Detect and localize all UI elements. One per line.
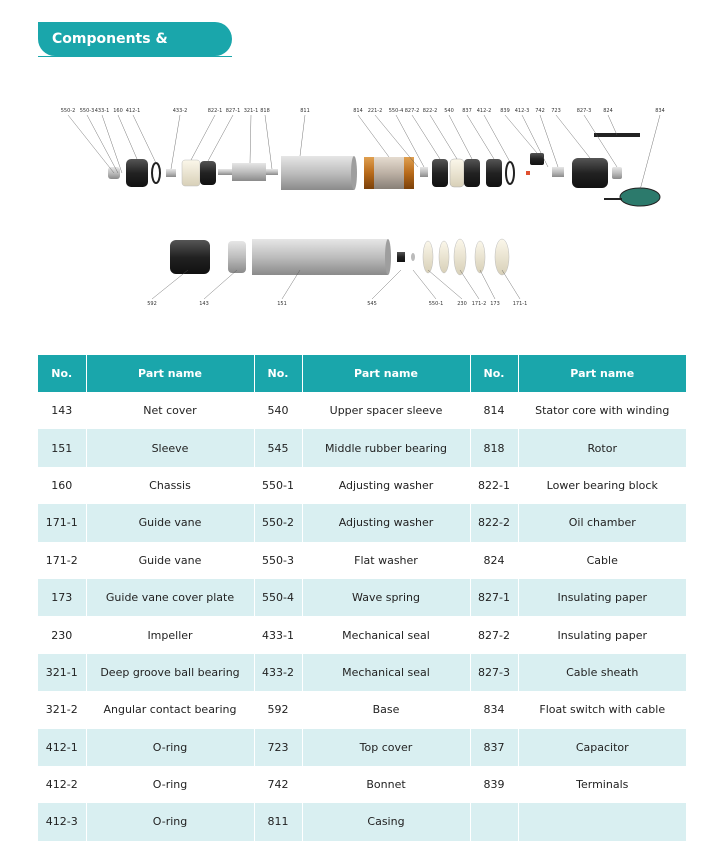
leader-line [152, 270, 188, 299]
part-label: 550-4 [388, 108, 404, 114]
part-label: 822-2 [422, 108, 438, 114]
part-name-cell: Float switch with cable [539, 703, 666, 717]
title-underline [38, 56, 232, 57]
part-name-cell: Mechanical seal [302, 654, 470, 691]
leader-line [430, 115, 457, 159]
leader-line [204, 270, 237, 299]
leader-line [556, 115, 590, 158]
leader-line [208, 115, 233, 161]
part-814-core [374, 157, 404, 189]
part-number-cell: 822-1 [470, 467, 518, 504]
column-header: Part name [86, 355, 254, 392]
leader-line [171, 115, 180, 169]
part-name-cell: Guide vane cover plate [86, 579, 254, 616]
part-name-cell: Base [302, 691, 470, 728]
part-number-cell: 143 [38, 392, 86, 429]
part-171-1 [495, 239, 509, 275]
part-592 [170, 240, 210, 274]
part-number-cell: 592 [254, 691, 302, 728]
part-name-cell: Adjusting washer [302, 467, 470, 504]
leader-line [505, 115, 537, 153]
part-723 [572, 158, 608, 188]
part-540 [464, 159, 480, 187]
part-name-cell: Impeller [86, 616, 254, 653]
part-name-cell: Bonnet [302, 766, 470, 803]
table-row [38, 766, 686, 803]
part-number-cell: 173 [38, 579, 86, 616]
part-label: 321-1 [243, 108, 259, 114]
bottom-part-labels [147, 301, 527, 307]
leader-line [640, 115, 660, 190]
leader-line [608, 115, 617, 135]
part-label: 827-3 [576, 108, 592, 114]
part-label: 742 [535, 108, 545, 114]
part-label: 171-1 [512, 301, 528, 307]
leader-line [250, 115, 251, 163]
part-name-cell: Insulating paper [518, 579, 686, 616]
bottom-row-parts [170, 239, 509, 275]
part-number-cell: 321-1 [38, 654, 86, 691]
column-header: No. [254, 355, 302, 392]
part-name-cell: Top cover [302, 729, 470, 766]
part-name-cell: Casing [302, 803, 470, 840]
part-name-cell: Chassis [86, 467, 254, 504]
part-name-cell: Rotor [518, 429, 686, 466]
part-name-cell: Cable sheath [518, 654, 686, 691]
part-label: 412-3 [514, 108, 530, 114]
part-name-cell: Angular contact bearing [86, 691, 254, 728]
part-name-cell: Wave spring [302, 579, 470, 616]
leader-line [265, 115, 272, 169]
part-label: 230 [457, 301, 467, 307]
part-label: 412-1 [125, 108, 141, 114]
part-label: 550-2 [60, 108, 76, 114]
part-name-cell: Stator core with winding [535, 404, 670, 418]
table-row [38, 729, 686, 766]
leader-line [68, 115, 114, 173]
part-433-2 [166, 169, 176, 177]
part-label: 433-1 [94, 108, 110, 114]
part-230-b [439, 241, 449, 273]
part-827-1 [200, 161, 216, 185]
part-number-cell: 822-2 [470, 504, 518, 541]
table-row [38, 691, 686, 728]
table-row [38, 542, 686, 579]
part-number-cell: 230 [38, 616, 86, 653]
part-name-cell: Terminals [576, 778, 629, 792]
part-label: 412-2 [476, 108, 492, 114]
part-822-1 [182, 160, 200, 186]
part-545 [397, 252, 405, 262]
part-label: 818 [260, 108, 270, 114]
part-label: 160 [113, 108, 123, 114]
leader-line [467, 115, 494, 159]
part-834 [620, 188, 660, 206]
part-number-cell: 433-2 [254, 654, 302, 691]
part-name-cell: Adjusting washer [302, 504, 470, 541]
part-name-cell: O-ring [86, 766, 254, 803]
part-550-4 [420, 167, 428, 177]
part-name-cell: O-ring [86, 803, 254, 840]
table-row [38, 429, 686, 466]
part-number-cell: 839 [470, 766, 518, 803]
part-name-cell: Capacitor [518, 729, 686, 766]
part-name-cell: Lower bearing block [546, 478, 658, 492]
part-name-cell: Insulating paper [557, 628, 648, 642]
table-row [38, 392, 686, 429]
column-header: Part name [518, 355, 686, 392]
leader-line [300, 115, 305, 156]
table-row [38, 654, 686, 691]
leader-line [118, 115, 137, 159]
part-number-cell: 550-3 [254, 542, 302, 579]
part-151 [252, 239, 388, 275]
column-header: No. [38, 355, 86, 392]
part-name-cell: Oil chamber [518, 504, 686, 541]
top-part-labels [61, 108, 665, 114]
table-row [38, 803, 686, 840]
part-number-cell: 837 [470, 729, 518, 766]
part-name-cell: Net cover [86, 392, 254, 429]
leader-line [480, 270, 495, 299]
leader-line [358, 115, 389, 157]
part-412-1 [152, 163, 160, 183]
part-label: 824 [603, 108, 613, 114]
table-row [38, 504, 686, 541]
part-name-cell: Sleeve [86, 429, 254, 466]
part-number-cell: 827-1 [470, 579, 518, 616]
table-row [38, 579, 686, 616]
part-label: 827-1 [225, 108, 241, 114]
part-number-cell: 827-2 [470, 616, 518, 653]
top-row-parts [108, 133, 660, 206]
part-number-cell: 171-1 [38, 504, 86, 541]
part-number-cell: 811 [254, 803, 302, 840]
part-827-3 [612, 167, 622, 179]
part-811-end [351, 156, 357, 190]
part-number-cell: 742 [254, 766, 302, 803]
leader-line [133, 115, 156, 163]
part-label: 173 [490, 301, 500, 307]
part-number-cell: 540 [254, 392, 302, 429]
part-number-cell: 814 [470, 392, 518, 429]
part-number-cell: 723 [254, 729, 302, 766]
part-412-2 [506, 162, 514, 184]
leader-line [449, 115, 472, 159]
part-number-cell: 160 [38, 467, 86, 504]
part-label: 723 [551, 108, 561, 114]
part-label: 839 [500, 108, 510, 114]
leader-line [502, 270, 520, 299]
part-827-2 [432, 159, 448, 187]
part-550-1 [411, 253, 415, 261]
part-837 [486, 159, 502, 187]
part-number-cell: 818 [470, 429, 518, 466]
part-label: 550-1 [428, 301, 444, 307]
part-name-cell: Guide vane [86, 504, 254, 541]
part-143 [228, 241, 246, 273]
parts-table [38, 355, 686, 841]
part-number-cell: 151 [38, 429, 86, 466]
part-name-cell: Mechanical seal [302, 616, 470, 653]
part-number-cell: 171-2 [38, 542, 86, 579]
part-number-cell: 412-2 [38, 766, 86, 803]
part-321-1 [232, 163, 266, 181]
table-body [38, 392, 686, 841]
leader-line [484, 115, 510, 162]
part-name-cell: Deep groove ball bearing [86, 654, 254, 691]
leader-line [191, 115, 215, 160]
part-name-cell: Flat washer [302, 542, 470, 579]
part-171-2 [454, 239, 466, 275]
part-name-cell: Middle rubber bearing [302, 429, 470, 466]
part-230-a [423, 241, 433, 273]
leader-line [102, 115, 122, 173]
table-header-row [38, 355, 686, 392]
part-label: 592 [147, 301, 157, 307]
part-label: 143 [199, 301, 209, 307]
column-header: Part name [302, 355, 470, 392]
part-173 [475, 241, 485, 273]
leader-line [460, 270, 479, 299]
part-name-cell [518, 803, 686, 840]
part-839-pin [526, 171, 530, 175]
part-label: 811 [300, 108, 310, 114]
part-160 [126, 159, 148, 187]
part-label: 540 [444, 108, 454, 114]
part-label: 814 [353, 108, 363, 114]
section-title: Components & Materials [38, 22, 232, 56]
part-label: 827-2 [404, 108, 420, 114]
part-number-cell: 412-1 [38, 729, 86, 766]
part-number-cell: 545 [254, 429, 302, 466]
part-number-cell: 834 [470, 691, 518, 728]
part-name-cell: Guide vane [86, 542, 254, 579]
part-number-cell [470, 803, 518, 840]
part-name-cell: Upper spacer sleeve [302, 392, 470, 429]
part-number-cell: 550-1 [254, 467, 302, 504]
part-label: 545 [367, 301, 377, 307]
part-name-cell: Cable [586, 553, 618, 567]
leader-line [428, 270, 462, 299]
part-label: 433-2 [172, 108, 188, 114]
part-number-cell: 433-1 [254, 616, 302, 653]
part-label: 822-1 [207, 108, 223, 114]
exploded-view-diagram [0, 95, 724, 325]
part-name-cell: O-ring [86, 729, 254, 766]
column-header: No. [470, 355, 518, 392]
leader-line [87, 115, 118, 173]
part-label: 834 [655, 108, 665, 114]
part-label: 151 [277, 301, 287, 307]
part-number-cell: 550-4 [254, 579, 302, 616]
part-822-2 [450, 159, 464, 187]
part-742 [552, 167, 564, 177]
part-label: 550-3 [79, 108, 95, 114]
part-number-cell: 412-3 [38, 803, 86, 840]
part-number-cell: 827-3 [470, 654, 518, 691]
part-label: 221-2 [367, 108, 383, 114]
table-row [38, 616, 686, 653]
leader-line [413, 270, 436, 299]
part-label: 171-2 [471, 301, 487, 307]
part-811 [281, 156, 354, 190]
part-number-cell: 824 [470, 542, 518, 579]
part-number-cell: 550-2 [254, 504, 302, 541]
table-row [38, 467, 686, 504]
part-number-cell: 321-2 [38, 691, 86, 728]
part-label: 837 [462, 108, 472, 114]
part-151-end [385, 239, 391, 275]
